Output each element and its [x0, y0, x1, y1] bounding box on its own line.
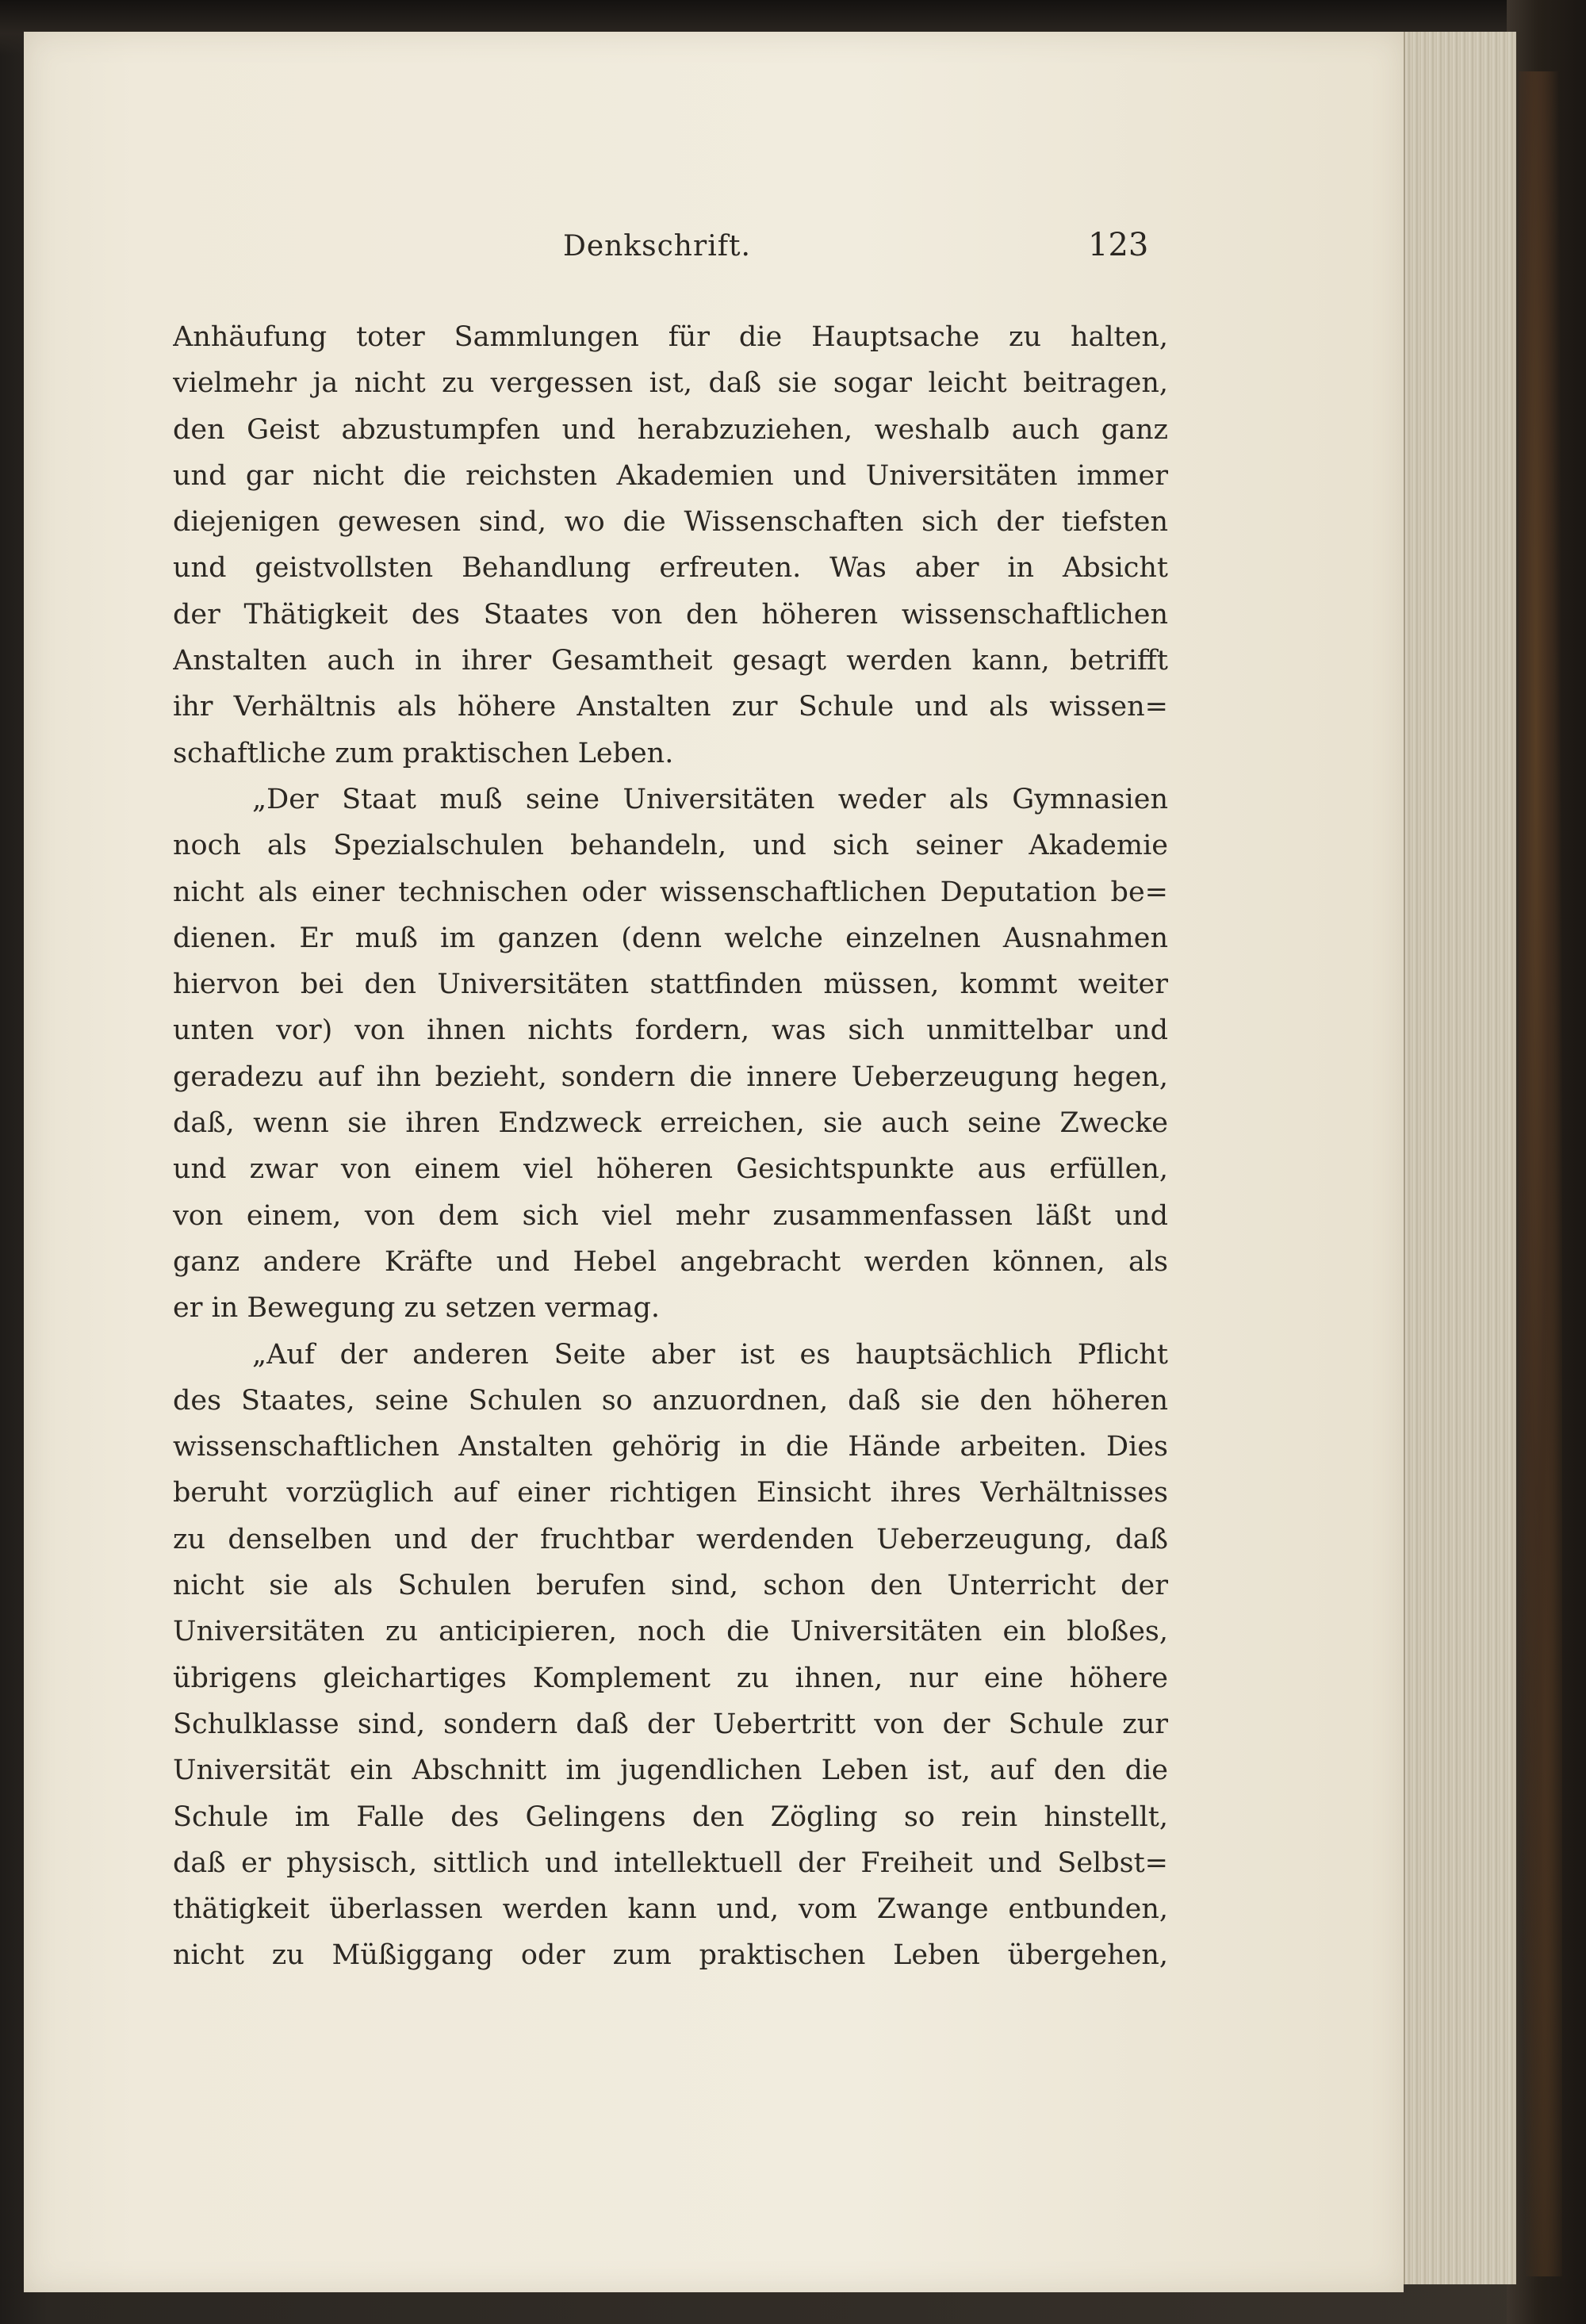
text-line: diejenigen gewesen sind, wo die Wissenschaften sich der tiefsten — [173, 506, 1168, 539]
text-line: schaftliche zum praktischen Leben. — [173, 737, 674, 769]
text-line: hiervon bei den Universitäten stattfinden müssen, kommt weiter — [173, 968, 1168, 1001]
page-header — [24, 227, 1404, 278]
page-edges — [1404, 32, 1516, 2284]
text-line: von einem, von dem sich viel mehr zusammenfassen läßt und — [173, 1199, 1168, 1232]
text-line: und geistvollsten Behandlung erfreuten. Was aber in Absicht — [173, 552, 1168, 585]
text-line: nicht sie als Schulen berufen sind, schon den Unterricht der — [173, 1570, 1168, 1602]
text-line: Schulklasse sind, sondern daß der Uebertritt von der Schule zur — [173, 1708, 1168, 1740]
text-line: ganz andere Kräfte und Hebel angebracht werden können, als — [173, 1245, 1168, 1278]
text-line: „Der Staat muß seine Universitäten weder als Gymnasien — [252, 783, 1168, 815]
text-line: thätigkeit überlassen werden kann und, vom Zwange entbunden, — [173, 1893, 1168, 1926]
text-line: Anstalten auch in ihrer Gesamtheit gesagt werden kann, betrifft — [173, 645, 1168, 677]
text-line: übrigens gleichartiges Komplement zu ihnen, nur eine höhere — [173, 1662, 1168, 1694]
text-line: „Auf der anderen Seite aber ist es hauptsächlich Pflicht — [252, 1338, 1168, 1371]
text-line: Anhäufung toter Sammlungen für die Hauptsache zu halten, — [173, 321, 1168, 353]
text-line: den Geist abzustumpfen und herabzuziehen, weshalb auch ganz — [173, 413, 1168, 446]
text-line: Schule im Falle des Gelingens den Zögling so rein hinstellt, — [173, 1801, 1168, 1833]
text-line: Universitäten zu anticipieren, noch die Universitäten ein bloßes, — [173, 1616, 1168, 1648]
binding-wear — [1519, 71, 1562, 2276]
body-text — [173, 314, 1168, 1979]
text-line: er in Bewegung zu setzen vermag. — [173, 1292, 661, 1325]
text-line: und zwar von einem viel höheren Gesichtspunkte aus erfüllen, — [173, 1153, 1168, 1186]
text-line: dienen. Er muß im ganzen (denn welche einzelnen Ausnahmen — [173, 922, 1168, 954]
text-line: geradezu auf ihn bezieht, sondern die innere Ueberzeugung hegen, — [173, 1060, 1168, 1093]
text-line: zu denselben und der fruchtbar werdenden Ueberzeugung, daß — [173, 1523, 1168, 1555]
running-head: Denkschrift. — [563, 230, 751, 263]
text-line: Universität ein Abschnitt im jugendlichen Leben ist, auf den die — [173, 1755, 1168, 1787]
text-line: unten vor) von ihnen nichts fordern, was sich unmittelbar und — [173, 1014, 1168, 1047]
text-line: wissenschaftlichen Anstalten gehörig in die Hände arbeiten. Dies — [173, 1431, 1168, 1463]
text-line: und gar nicht die reichsten Akademien und Universitäten immer — [173, 459, 1168, 492]
page-number: 123 — [1088, 227, 1149, 263]
text-line: des Staates, seine Schulen so anzuordnen, daß sie den höheren — [173, 1384, 1168, 1417]
text-line: ihr Verhältnis als höhere Anstalten zur Schule und als wissen= — [173, 691, 1168, 723]
page-paper — [24, 32, 1404, 2292]
text-line: daß er physisch, sittlich und intellektuell der Freiheit und Selbst= — [173, 1847, 1168, 1879]
text-line: beruht vorzüglich auf einer richtigen Einsicht ihres Verhältnisses — [173, 1477, 1168, 1509]
text-line: der Thätigkeit des Staates von den höheren wissenschaftlichen — [173, 598, 1168, 631]
text-line: nicht zu Müßiggang oder zum praktischen Leben übergehen, — [173, 1939, 1168, 1972]
text-line: noch als Spezialschulen behandeln, und sich seiner Akademie — [173, 830, 1168, 862]
text-line: vielmehr ja nicht zu vergessen ist, daß sie sogar leicht beitragen, — [173, 367, 1168, 400]
text-line: nicht als einer technischen oder wissenschaftlichen Deputation be= — [173, 876, 1168, 908]
text-line: daß, wenn sie ihren Endzweck erreichen, sie auch seine Zwecke — [173, 1107, 1168, 1140]
